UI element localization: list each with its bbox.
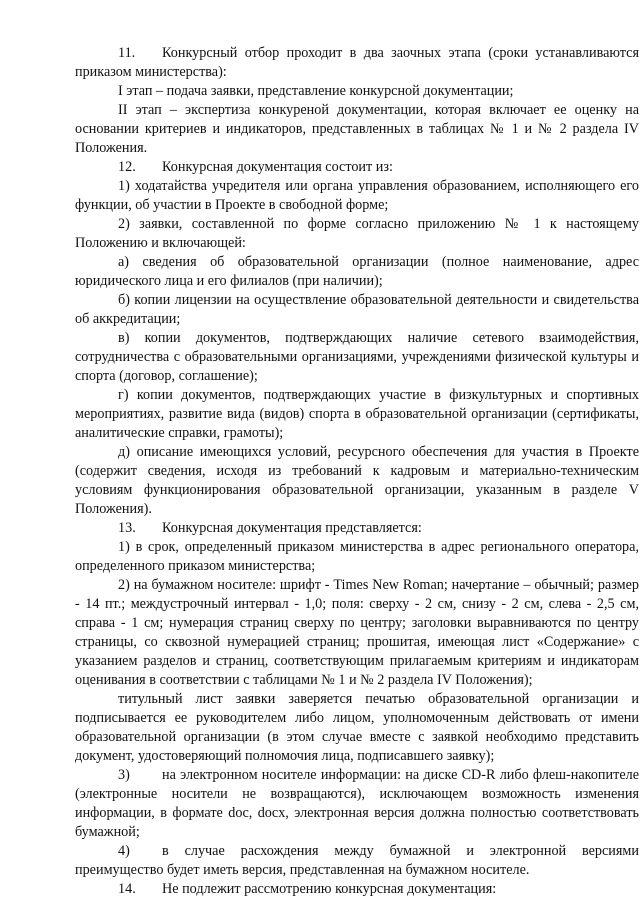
- paragraph-13-2: [75, 576, 639, 690]
- paragraph-12: [75, 158, 639, 177]
- paragraph-stage-1: [75, 82, 639, 101]
- paragraph-12-2-d: [75, 443, 639, 519]
- paragraph-text: Конкурсная документация представляется:: [162, 520, 422, 536]
- item-number: 12.: [118, 159, 136, 175]
- paragraph-13-1: [75, 538, 639, 576]
- paragraph-stage-2: [75, 101, 639, 158]
- paragraph-text: г) копии документов, подтверждающих участие в физкультурных и спортивных мероприятиях, развитие вида (видов) спорта в образовательной организации (сертификаты, аналитические справки, грамоты);: [75, 387, 639, 441]
- paragraph-text: 2) заявки, составленной по форме согласно приложению № 1 к настоящему Положению и включающей:: [75, 216, 639, 251]
- paragraph-text: II этап – экспертиза конкуреной документации, которая включает ее оценку на основании критериев и индикаторов, представленных в таблицах № 1 и № 2 раздела IV Положения.: [75, 102, 639, 156]
- paragraph-12-1: [75, 177, 639, 215]
- paragraph-text: Конкурсный отбор проходит в два заочных этапа (сроки устанавливаются приказом министерства):: [75, 45, 639, 80]
- paragraph-text: титульный лист заявки заверяется печатью образовательной организации и подписывается ее руководителем либо лицом, уполномоченным действовать от имени образовательной организации (в этом случае вместе с заявкой необходимо представить документ, удостоверяющий полномочия лица, подписавшего заявку);: [75, 691, 639, 764]
- paragraph-text: 1) ходатайства учредителя или органа управления образованием, исполняющего его функции, об участии в Проекте в свободной форме;: [75, 178, 639, 213]
- paragraph-12-2-b: [75, 291, 639, 329]
- document-body: [75, 44, 639, 899]
- paragraph-12-2-v: [75, 329, 639, 386]
- paragraph-14: [75, 880, 639, 899]
- paragraph-11: [75, 44, 639, 82]
- paragraph-text: I этап – подача заявки, представление конкурсной документации;: [118, 83, 514, 99]
- paragraph-13: [75, 519, 639, 538]
- paragraph-text: 2) на бумажном носителе: шрифт - Times New Roman; начертание – обычный; размер - 14 пт.; междустрочный интервал - 1,0; поля: сверху - 2 см, снизу - 2 см, слева - 2,5 см, справа - 1 см; нумерация страниц сверху по центру; заголовки выравниваются по центру страницы, со сквозной нумерацией страниц; прошитая, имеющая лист «Содержание» с указанием разделов и страниц, соответствующим прилагаемым критериям и индикаторам оценивания в соответствии с таблицами № 1 и № 2 раздела IV Положения);: [75, 577, 639, 688]
- paragraph-13-title-page: [75, 690, 639, 766]
- item-number: 4): [118, 843, 130, 859]
- paragraph-13-4: [75, 842, 639, 880]
- item-number: 14.: [118, 881, 136, 897]
- item-number: 13.: [118, 520, 136, 536]
- paragraph-12-2-a: [75, 253, 639, 291]
- paragraph-text: а) сведения об образовательной организации (полное наименование, адрес юридического лица и его филиалов (при наличии);: [75, 254, 639, 289]
- paragraph-text: Конкурсная документация состоит из:: [162, 159, 393, 175]
- paragraph-text: 1) в срок, определенный приказом министерства в адрес регионального оператора, определенного приказом министерства;: [75, 539, 639, 574]
- item-number: 3): [118, 767, 130, 783]
- paragraph-text: б) копии лицензии на осуществление образовательной деятельности и свидетельства об аккредитации;: [75, 292, 639, 327]
- paragraph-12-2-g: [75, 386, 639, 443]
- paragraph-text: Не подлежит рассмотрению конкурсная документация:: [162, 881, 497, 897]
- paragraph-12-2: [75, 215, 639, 253]
- paragraph-text: в) копии документов, подтверждающих наличие сетевого взаимодействия, сотрудничества с образовательными организациями, учреждениями физической культуры и спорта (договор, соглашение);: [75, 330, 639, 384]
- paragraph-text: в случае расхождения между бумажной и электронной версиями преимущество будет иметь версия, представленная на бумажном носителе.: [75, 843, 639, 878]
- paragraph-text: д) описание имеющихся условий, ресурсного обеспечения для участия в Проекте (содержит сведения, исходя из требований к кадровым и материально-техническим условиям функционирования образовательной организации, указанным в разделе V Положения).: [75, 444, 639, 517]
- paragraph-text: на электронном носителе информации: на диске CD-R либо флеш-накопителе (электронные носители не возвращаются), исключающем возможность изменения информации, в формате doc, docx, электронная версия должна полностью соответствовать бумажной;: [75, 767, 639, 840]
- paragraph-13-3: [75, 766, 639, 842]
- item-number: 11.: [118, 45, 136, 61]
